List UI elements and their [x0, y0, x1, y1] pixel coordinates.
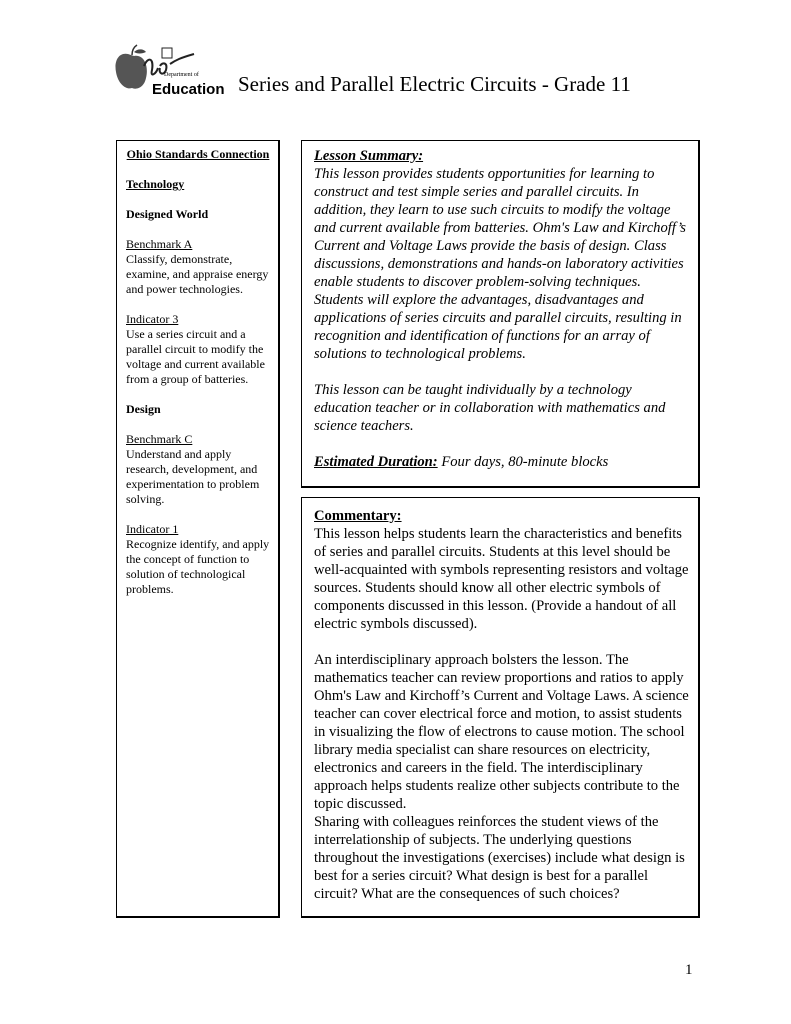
- benchmark-c: [126, 432, 270, 507]
- commentary-paragraph-3: Sharing with colleagues reinforces the student views of the interrelationship of subjects. The underlying questions throughout the investigations (exercises) include what design is best for a series circuit? What design is best for a parallel circuit? What are the consequences of such choices?: [314, 814, 685, 902]
- summary-paragraph-1: This lesson provides students opportunities for learning to construct and test simple series and parallel circuits. In addition, they learn to use such circuits to modify the voltage and current available from batteries. Ohm's Law and Kirchoff’s Current and Voltage Laws provide the basis of design. Class discussions, demonstrations and hands-on laboratory activities enable students to discover problem-solving techniques. Students will explore the advantages, disadvantages and applications of series circuits and parallel circuits, resulting in recognition and identification of functions for an array of solutions to technological problems.: [314, 166, 686, 362]
- commentary-paragraph-2: An interdisciplinary approach bolsters the lesson. The mathematics teacher can review proportions and ratios to apply Ohm's Law and Kirchoff’s Current and Voltage Laws. A science teacher can cover electrical force and motion, to assist students in visualizing the flow of electrons to cause motion. The school library media specialist can share resources on electricity, electronics and careers in the field. The interdisciplinary approach helps students realize other subjects contribute to the topic discussed.: [314, 652, 689, 812]
- section-designed-world: Designed World: [126, 207, 209, 221]
- benchmark-a-text: Classify, demonstrate, examine, and appraise energy and power technologies.: [126, 252, 269, 296]
- indicator-1: [126, 522, 270, 597]
- benchmark-c-label: Benchmark C: [126, 432, 193, 446]
- lesson-summary-heading: Lesson Summary:: [314, 148, 424, 164]
- indicator-1-text: Recognize identify, and apply the concept of function to solution of technological problems.: [126, 537, 270, 596]
- duration-label: Estimated Duration:: [314, 454, 438, 470]
- estimated-duration: [314, 453, 690, 471]
- indicator-1-label: Indicator 1: [126, 522, 179, 536]
- svg-text:Education: Education: [152, 81, 225, 96]
- duration-value: Four days, 80-minute blocks: [437, 454, 609, 470]
- lesson-summary-box: [301, 140, 700, 488]
- ohio-education-logo: [114, 44, 226, 96]
- indicator-3-label: Indicator 3: [126, 312, 179, 326]
- commentary-paragraph-1: This lesson helps students learn the characteristics and benefits of series and parallel circuits. Students at this level should be well-acquainted with symbols representing resistors and voltage sources. Students should know all other electric symbols of components discussed in this lesson. (Provide a handout of all electric symbols discussed).: [314, 526, 689, 632]
- summary-paragraph-2: This lesson can be taught individually by a technology education teacher or in collaboration with mathematics and science teachers.: [314, 382, 666, 434]
- commentary-box: [301, 497, 700, 918]
- subject-label: Technology: [126, 177, 185, 191]
- indicator-3-text: Use a series circuit and a parallel circuit to modify the voltage and current available from a group of batteries.: [126, 327, 265, 386]
- page-number: 1: [685, 962, 693, 978]
- svg-text:Department of: Department of: [164, 72, 199, 78]
- benchmark-a-label: Benchmark A: [126, 237, 193, 251]
- benchmark-a: [126, 237, 270, 297]
- section-design: Design: [126, 402, 161, 416]
- standards-heading: Ohio Standards Connection: [126, 147, 270, 161]
- indicator-3: [126, 312, 270, 387]
- commentary-heading: Commentary:: [314, 508, 402, 524]
- benchmark-c-text: Understand and apply research, development, and experimentation to problem solving.: [126, 447, 260, 506]
- standards-connection-box: [116, 140, 280, 918]
- document-title: Series and Parallel Electric Circuits - Grade 11: [238, 72, 631, 96]
